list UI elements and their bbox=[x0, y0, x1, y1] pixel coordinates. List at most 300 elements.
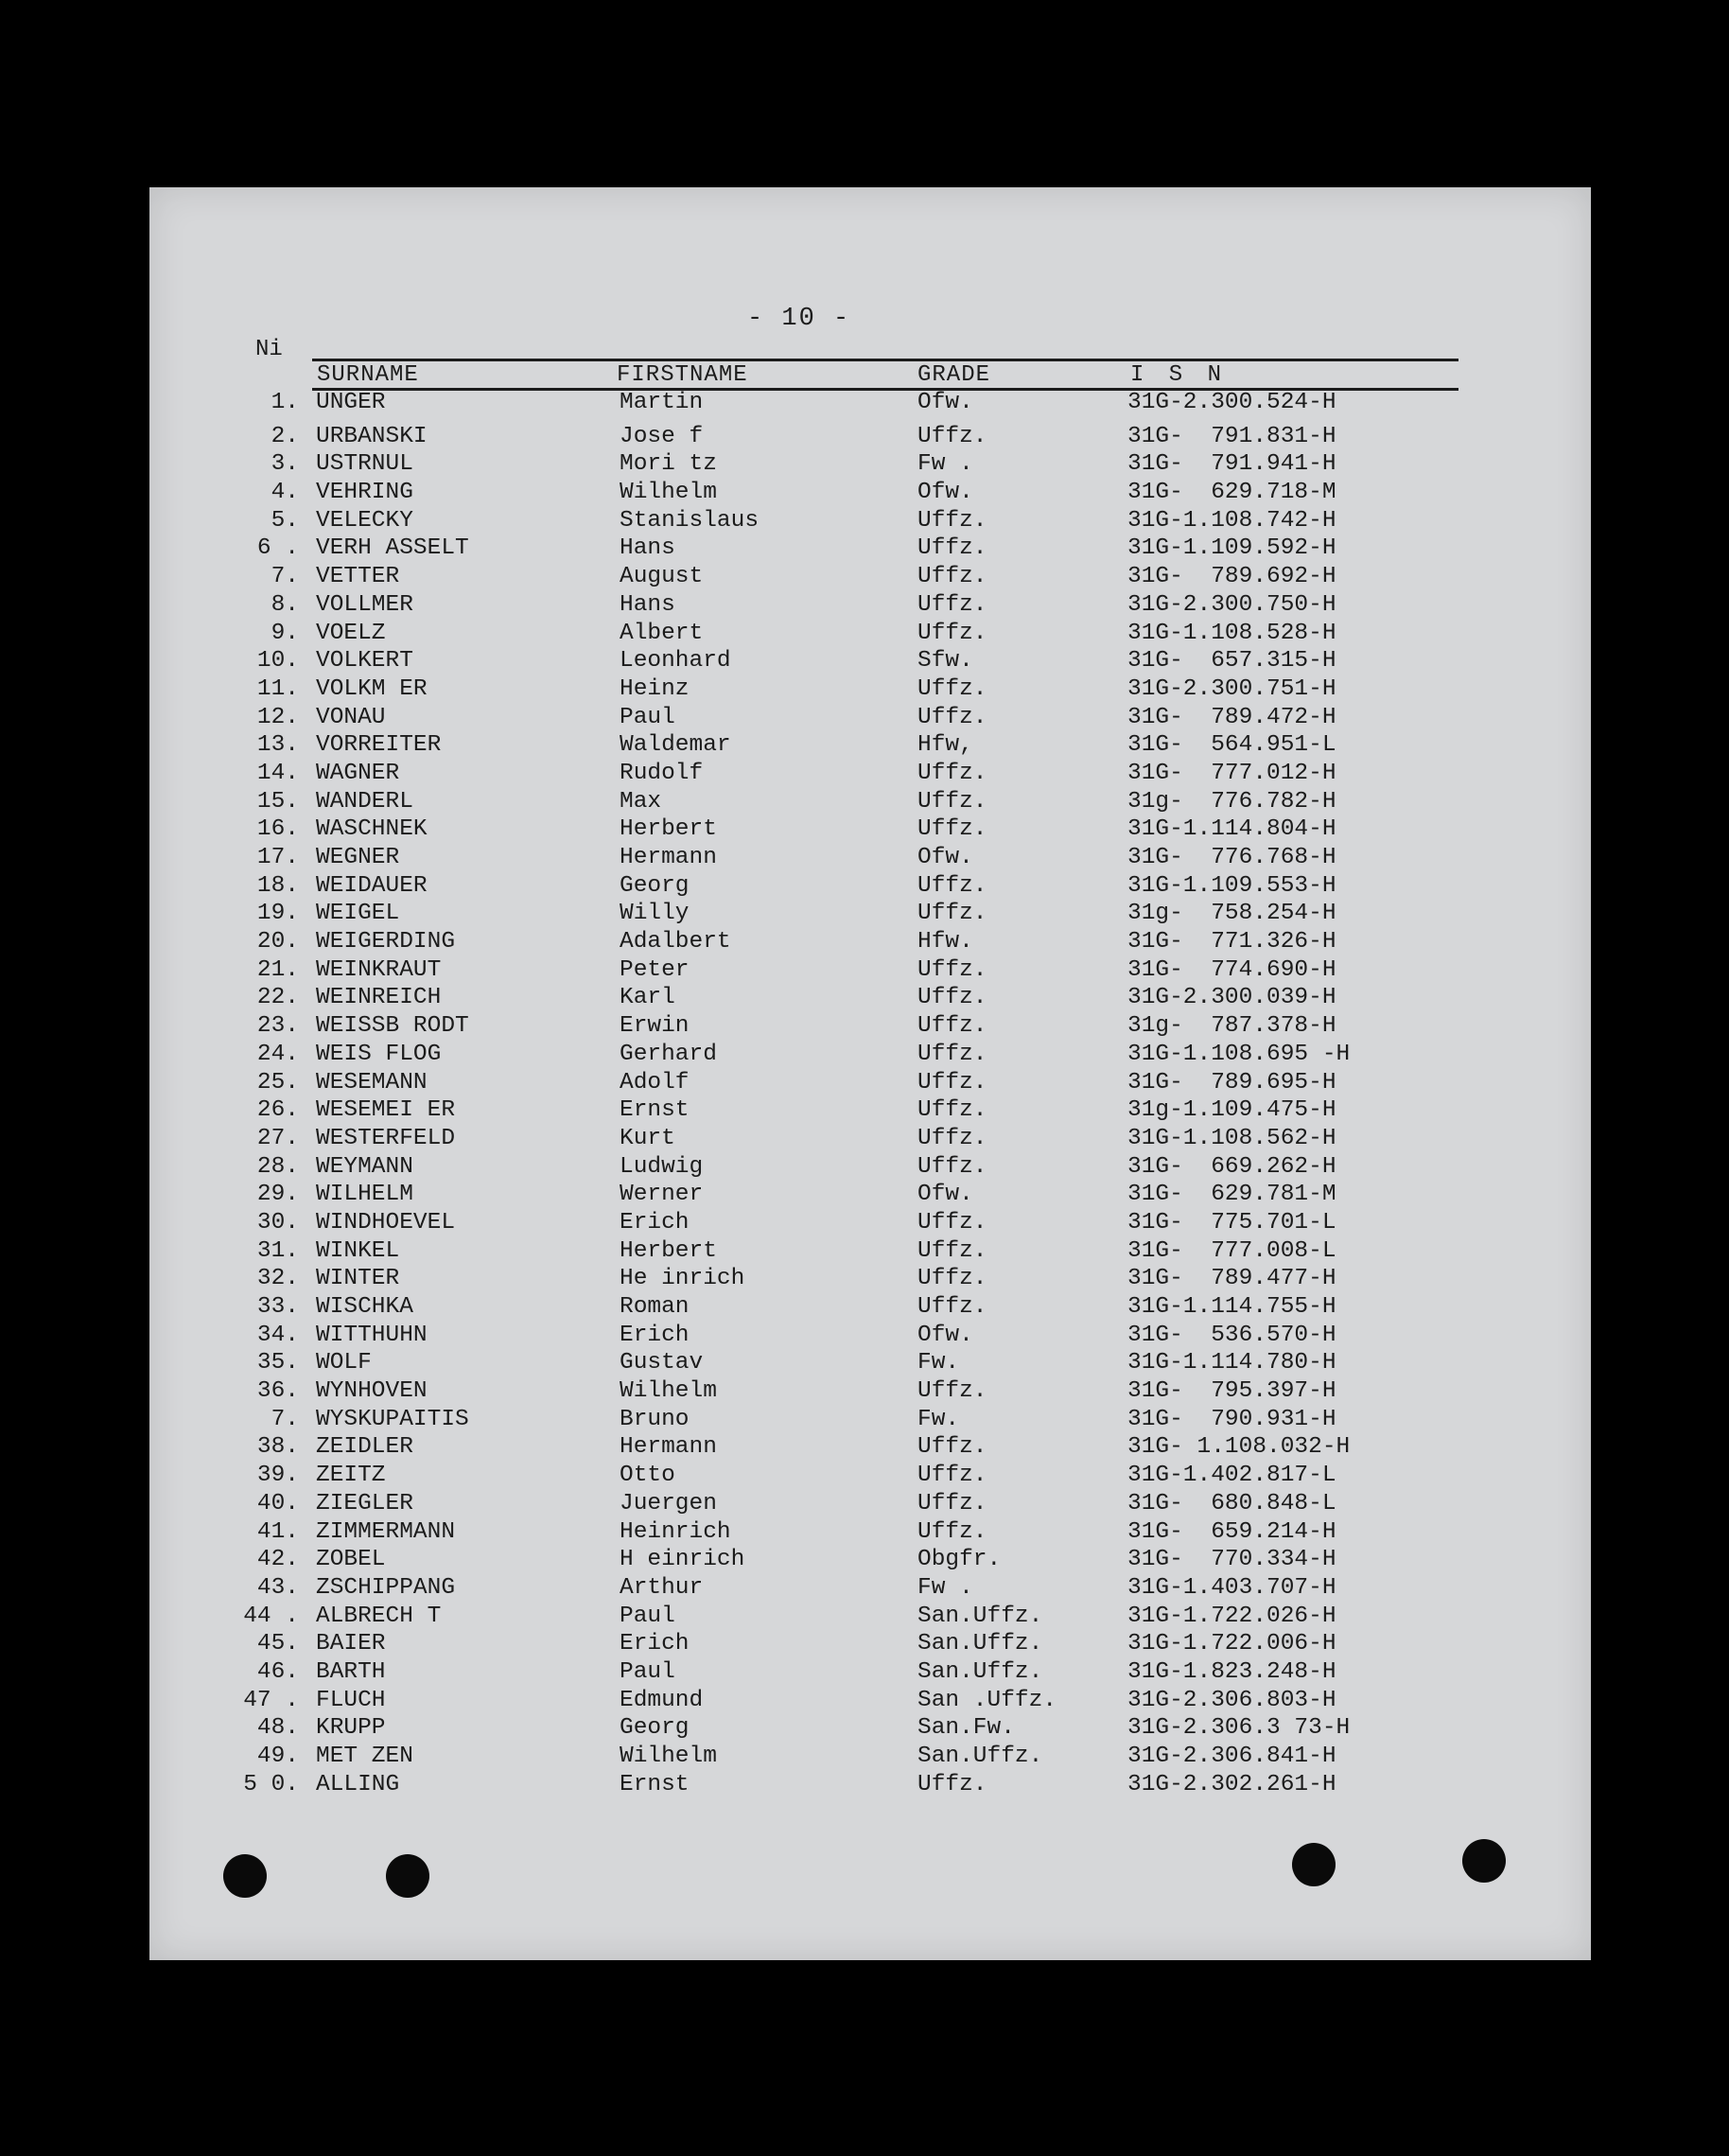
row-isn: 31G-1.108.742-H bbox=[1127, 507, 1336, 534]
row-firstname: He inrich bbox=[620, 1266, 745, 1292]
row-grade: Fw . bbox=[917, 1574, 973, 1601]
row-isn: 31G-1.114.755-H bbox=[1127, 1294, 1336, 1320]
row-isn: 31G-1.722.026-H bbox=[1127, 1603, 1336, 1629]
row-number: 39. bbox=[256, 1463, 299, 1489]
row-isn: 31G- 659.214-H bbox=[1127, 1518, 1336, 1545]
punch-hole bbox=[1462, 1839, 1506, 1883]
row-isn: 31G- 564.951-L bbox=[1127, 732, 1336, 759]
row-number: 24. bbox=[256, 1041, 299, 1067]
row-number: 18. bbox=[256, 872, 299, 899]
row-surname: VETTER bbox=[316, 564, 400, 590]
row-firstname: Willy bbox=[620, 901, 690, 927]
row-isn: 31G- 789.477-H bbox=[1127, 1266, 1336, 1292]
row-surname: WANDERL bbox=[316, 788, 413, 815]
row-number: 4. bbox=[271, 480, 299, 506]
row-grade: Uffz. bbox=[917, 1237, 987, 1264]
row-number: 44 . bbox=[243, 1603, 299, 1629]
table-row bbox=[0, 1378, 1729, 1407]
row-number: 48. bbox=[256, 1715, 299, 1742]
row-grade: Uffz. bbox=[917, 872, 987, 899]
row-firstname: Jose f bbox=[620, 423, 704, 449]
table-row bbox=[0, 676, 1729, 705]
table-row bbox=[0, 535, 1729, 564]
row-grade: Uffz. bbox=[917, 423, 987, 449]
row-grade: San.Uffz. bbox=[917, 1603, 1043, 1629]
row-grade: San.Uffz. bbox=[917, 1631, 1043, 1657]
row-isn: 31G-2.306.803-H bbox=[1127, 1687, 1336, 1713]
row-isn: 31g- 787.378-H bbox=[1127, 1013, 1336, 1040]
row-surname: USTRNUL bbox=[316, 451, 413, 478]
row-grade: Uffz. bbox=[917, 1069, 987, 1096]
table-row bbox=[0, 1042, 1729, 1070]
row-number: 14. bbox=[256, 760, 299, 786]
row-surname: VOELZ bbox=[316, 620, 386, 646]
row-firstname: Martin bbox=[620, 390, 704, 415]
row-number: 3. bbox=[271, 451, 299, 478]
row-surname: ZSCHIPPANG bbox=[316, 1574, 456, 1601]
row-grade: San.Uffz. bbox=[917, 1658, 1043, 1685]
row-firstname: Arthur bbox=[620, 1574, 704, 1601]
row-grade: Fw. bbox=[917, 1350, 960, 1376]
row-grade: Uffz. bbox=[917, 788, 987, 815]
row-isn: 31G-1.403.707-H bbox=[1127, 1574, 1336, 1601]
row-isn: 31G- 777.012-H bbox=[1127, 760, 1336, 786]
row-grade: Uffz. bbox=[917, 760, 987, 786]
row-grade: Uffz. bbox=[917, 1013, 987, 1040]
row-surname: WEIS FLOG bbox=[316, 1041, 442, 1067]
table-row bbox=[0, 424, 1729, 452]
table-row bbox=[0, 901, 1729, 929]
row-surname: WESTERFELD bbox=[316, 1125, 456, 1151]
row-number: 32. bbox=[256, 1266, 299, 1292]
row-surname: ZEIDLER bbox=[316, 1434, 413, 1461]
row-number: 7. bbox=[271, 1406, 299, 1432]
header-rule-top bbox=[312, 359, 1458, 361]
column-header-isn: I S N bbox=[1130, 362, 1228, 388]
row-number: 30. bbox=[256, 1209, 299, 1236]
row-grade: Ofw. bbox=[917, 390, 973, 415]
row-firstname: Wilhelm bbox=[620, 1744, 717, 1769]
row-isn: 31G-1.402.817-L bbox=[1127, 1463, 1336, 1489]
row-isn: 31G-2.306.841-H bbox=[1127, 1744, 1336, 1769]
row-grade: Uffz. bbox=[917, 591, 987, 618]
row-number: 36. bbox=[256, 1378, 299, 1405]
row-isn: 31G-1.109.592-H bbox=[1127, 535, 1336, 562]
table-row bbox=[0, 929, 1729, 957]
row-firstname: Hermann bbox=[620, 845, 717, 870]
row-number: 23. bbox=[256, 1013, 299, 1040]
row-isn: 31G- 657.315-H bbox=[1127, 648, 1336, 675]
table-row bbox=[0, 1154, 1729, 1183]
row-number: 47 . bbox=[243, 1687, 299, 1713]
row-firstname: Paul bbox=[620, 1603, 675, 1629]
table-row bbox=[0, 451, 1729, 480]
row-surname: WEINREICH bbox=[316, 985, 442, 1011]
row-number: 42. bbox=[256, 1547, 299, 1573]
row-surname: WOLF bbox=[316, 1350, 372, 1376]
row-firstname: Heinrich bbox=[620, 1518, 731, 1545]
row-isn: 31G-2.300.524-H bbox=[1127, 390, 1336, 415]
row-number: 17. bbox=[256, 845, 299, 870]
row-number: 6 . bbox=[256, 535, 299, 562]
table-row bbox=[0, 816, 1729, 845]
table-row bbox=[0, 1604, 1729, 1632]
row-number: 35. bbox=[256, 1350, 299, 1376]
row-surname: WAGNER bbox=[316, 760, 400, 786]
row-number: 28. bbox=[256, 1153, 299, 1180]
row-isn: 31G- 771.326-H bbox=[1127, 929, 1336, 955]
table-row bbox=[0, 480, 1729, 508]
table-row bbox=[0, 1294, 1729, 1323]
table-row bbox=[0, 621, 1729, 649]
table-row bbox=[0, 1182, 1729, 1210]
row-isn: 31g-1.109.475-H bbox=[1127, 1097, 1336, 1124]
column-header-grade: GRADE bbox=[917, 362, 991, 388]
row-grade: Ofw. bbox=[917, 845, 973, 870]
row-firstname: Paul bbox=[620, 704, 675, 730]
table-row bbox=[0, 592, 1729, 621]
row-isn: 31G- 776.768-H bbox=[1127, 845, 1336, 870]
row-firstname: Erich bbox=[620, 1322, 690, 1348]
row-firstname: Hans bbox=[620, 535, 675, 562]
row-surname: WYNHOVEN bbox=[316, 1378, 428, 1405]
row-surname: WESEMEI ER bbox=[316, 1097, 456, 1124]
row-surname: WEISSB RODT bbox=[316, 1013, 469, 1040]
table-row bbox=[0, 1519, 1729, 1548]
table-row bbox=[0, 1491, 1729, 1519]
row-firstname: Georg bbox=[620, 872, 690, 899]
row-surname: ZEITZ bbox=[316, 1463, 386, 1489]
row-number: 19. bbox=[256, 901, 299, 927]
row-grade: Uffz. bbox=[917, 816, 987, 843]
row-firstname: Roman bbox=[620, 1294, 690, 1320]
row-number: 16. bbox=[256, 816, 299, 843]
row-grade: Uffz. bbox=[917, 1266, 987, 1292]
row-number: 10. bbox=[256, 648, 299, 675]
row-surname: WINDHOEVEL bbox=[316, 1209, 456, 1236]
row-surname: WEGNER bbox=[316, 845, 400, 870]
row-isn: 31G-1.108.528-H bbox=[1127, 620, 1336, 646]
row-grade: Ofw. bbox=[917, 480, 973, 506]
row-surname: VOLKERT bbox=[316, 648, 413, 675]
row-isn: 31G- 790.931-H bbox=[1127, 1406, 1336, 1432]
row-surname: VERH ASSELT bbox=[316, 535, 469, 562]
row-firstname: Georg bbox=[620, 1715, 690, 1742]
row-number: 8. bbox=[271, 591, 299, 618]
row-number: 25. bbox=[256, 1069, 299, 1096]
row-grade: Uffz. bbox=[917, 956, 987, 983]
row-firstname: Max bbox=[620, 788, 662, 815]
row-firstname: Gustav bbox=[620, 1350, 704, 1376]
row-grade: Uffz. bbox=[917, 564, 987, 590]
row-number: 20. bbox=[256, 929, 299, 955]
row-grade: Sfw. bbox=[917, 648, 973, 675]
table-row bbox=[0, 1350, 1729, 1378]
row-surname: WYSKUPAITIS bbox=[316, 1406, 469, 1432]
row-grade: Uffz. bbox=[917, 675, 987, 702]
row-surname: URBANSKI bbox=[316, 423, 428, 449]
row-isn: 31G-2.300.039-H bbox=[1127, 985, 1336, 1011]
table-row bbox=[0, 705, 1729, 733]
row-firstname: Edmund bbox=[620, 1687, 704, 1713]
table-row bbox=[0, 985, 1729, 1013]
row-grade: Uffz. bbox=[917, 901, 987, 927]
row-surname: VORREITER bbox=[316, 732, 442, 759]
row-firstname: Erich bbox=[620, 1631, 690, 1657]
row-number: 11. bbox=[256, 675, 299, 702]
row-grade: Uffz. bbox=[917, 1125, 987, 1151]
table-row bbox=[0, 761, 1729, 789]
row-firstname: August bbox=[620, 564, 704, 590]
row-firstname: Hermann bbox=[620, 1434, 717, 1461]
row-isn: 31G-1.114.804-H bbox=[1127, 816, 1336, 843]
row-grade: Uffz. bbox=[917, 1378, 987, 1405]
row-grade: San.Uffz. bbox=[917, 1744, 1043, 1769]
row-number: 15. bbox=[256, 788, 299, 815]
row-surname: WILHELM bbox=[316, 1182, 413, 1208]
row-number: 31. bbox=[256, 1237, 299, 1264]
table-row bbox=[0, 1772, 1729, 1800]
row-firstname: H einrich bbox=[620, 1547, 745, 1573]
row-isn: 31G- 680.848-L bbox=[1127, 1490, 1336, 1516]
row-isn: 31G-1.114.780-H bbox=[1127, 1350, 1336, 1376]
row-grade: Ofw. bbox=[917, 1322, 973, 1348]
row-surname: WEINKRAUT bbox=[316, 956, 442, 983]
row-isn: 31G-2.306.3 73-H bbox=[1127, 1715, 1351, 1742]
row-firstname: Paul bbox=[620, 1658, 675, 1685]
row-firstname: Rudolf bbox=[620, 760, 704, 786]
table-row bbox=[0, 1407, 1729, 1435]
row-grade: Uffz. bbox=[917, 1209, 987, 1236]
row-surname: FLUCH bbox=[316, 1687, 386, 1713]
row-firstname: Leonhard bbox=[620, 648, 731, 675]
row-firstname: Otto bbox=[620, 1463, 675, 1489]
row-number: 41. bbox=[256, 1518, 299, 1545]
row-grade: Uffz. bbox=[917, 985, 987, 1011]
row-firstname: Mori tz bbox=[620, 451, 717, 478]
table-row bbox=[0, 1238, 1729, 1267]
row-firstname: Adalbert bbox=[620, 929, 731, 955]
row-number: 22. bbox=[256, 985, 299, 1011]
table-row bbox=[0, 845, 1729, 873]
row-isn: 31G- 775.701-L bbox=[1127, 1209, 1336, 1236]
column-header-surname: SURNAME bbox=[317, 362, 419, 388]
table-row bbox=[0, 1547, 1729, 1575]
row-firstname: Ernst bbox=[620, 1771, 690, 1797]
row-grade: Uffz. bbox=[917, 1097, 987, 1124]
row-isn: 31G- 770.334-H bbox=[1127, 1547, 1336, 1573]
row-number: 5. bbox=[271, 507, 299, 534]
row-surname: WISCHKA bbox=[316, 1294, 413, 1320]
row-isn: 31G-2.300.750-H bbox=[1127, 591, 1336, 618]
table-row bbox=[0, 1097, 1729, 1126]
table-row bbox=[0, 957, 1729, 986]
row-isn: 31G-1.109.553-H bbox=[1127, 872, 1336, 899]
row-firstname: Wilhelm bbox=[620, 480, 717, 506]
row-number: 38. bbox=[256, 1434, 299, 1461]
row-firstname: Gerhard bbox=[620, 1041, 717, 1067]
row-firstname: Bruno bbox=[620, 1406, 690, 1432]
row-number: 49. bbox=[256, 1744, 299, 1769]
row-firstname: Herbert bbox=[620, 1237, 717, 1264]
row-isn: 31G-2.300.751-H bbox=[1127, 675, 1336, 702]
row-isn: 31G- 789.472-H bbox=[1127, 704, 1336, 730]
row-firstname: Albert bbox=[620, 620, 704, 646]
row-firstname: Wilhelm bbox=[620, 1378, 717, 1405]
row-firstname: Karl bbox=[620, 985, 675, 1011]
row-surname: ALBRECH T bbox=[316, 1603, 442, 1629]
table-row bbox=[0, 508, 1729, 536]
row-isn: 31G-2.302.261-H bbox=[1127, 1771, 1336, 1797]
row-surname: WASCHNEK bbox=[316, 816, 428, 843]
table-row bbox=[0, 564, 1729, 592]
row-firstname: Erwin bbox=[620, 1013, 690, 1040]
row-number: 46. bbox=[256, 1658, 299, 1685]
row-grade: Uffz. bbox=[917, 1463, 987, 1489]
row-number: 1. bbox=[271, 390, 299, 415]
row-firstname: Stanislaus bbox=[620, 507, 760, 534]
row-number: 29. bbox=[256, 1182, 299, 1208]
row-firstname: Ernst bbox=[620, 1097, 690, 1124]
row-firstname: Peter bbox=[620, 956, 690, 983]
row-surname: WITTHUHN bbox=[316, 1322, 428, 1348]
row-number: 12. bbox=[256, 704, 299, 730]
row-surname: WEIGERDING bbox=[316, 929, 456, 955]
punch-hole bbox=[1292, 1843, 1336, 1886]
row-firstname: Heinz bbox=[620, 675, 690, 702]
row-grade: Fw. bbox=[917, 1406, 960, 1432]
row-grade: Uffz. bbox=[917, 507, 987, 534]
row-number: 13. bbox=[256, 732, 299, 759]
row-isn: 31G- 629.718-M bbox=[1127, 480, 1336, 506]
row-number: 27. bbox=[256, 1125, 299, 1151]
row-grade: Ofw. bbox=[917, 1182, 973, 1208]
row-surname: BAIER bbox=[316, 1631, 386, 1657]
table-row bbox=[0, 1688, 1729, 1716]
row-firstname: Hans bbox=[620, 591, 675, 618]
row-surname: ZIMMERMANN bbox=[316, 1518, 456, 1545]
table-row bbox=[0, 1631, 1729, 1659]
row-isn: 31G- 1.108.032-H bbox=[1127, 1434, 1351, 1461]
row-grade: San .Uffz. bbox=[917, 1687, 1057, 1713]
row-surname: WINTER bbox=[316, 1266, 400, 1292]
row-grade: Obgfr. bbox=[917, 1547, 1002, 1573]
row-surname: VOLKM ER bbox=[316, 675, 428, 702]
row-number: 43. bbox=[256, 1574, 299, 1601]
row-firstname: Kurt bbox=[620, 1125, 675, 1151]
row-firstname: Waldemar bbox=[620, 732, 731, 759]
row-grade: Uffz. bbox=[917, 535, 987, 562]
row-number: 33. bbox=[256, 1294, 299, 1320]
row-firstname: Erich bbox=[620, 1209, 690, 1236]
row-isn: 31G-1.722.006-H bbox=[1127, 1631, 1336, 1657]
punch-hole bbox=[223, 1854, 267, 1898]
page-number: - 10 - bbox=[747, 305, 851, 333]
column-header-firstname: FIRSTNAME bbox=[617, 362, 748, 388]
row-number: 34. bbox=[256, 1322, 299, 1348]
row-surname: VONAU bbox=[316, 704, 386, 730]
table-row bbox=[0, 1210, 1729, 1238]
row-surname: VELECKY bbox=[316, 507, 413, 534]
row-isn: 31g- 776.782-H bbox=[1127, 788, 1336, 815]
row-firstname: Ludwig bbox=[620, 1153, 704, 1180]
row-number: 5 0. bbox=[243, 1771, 299, 1797]
row-surname: VOLLMER bbox=[316, 591, 413, 618]
row-surname: BARTH bbox=[316, 1658, 386, 1685]
row-firstname: Juergen bbox=[620, 1490, 717, 1516]
row-grade: Uffz. bbox=[917, 1490, 987, 1516]
row-surname: UNGER bbox=[316, 390, 386, 415]
row-grade: Uffz. bbox=[917, 1771, 987, 1797]
row-number: 40. bbox=[256, 1490, 299, 1516]
row-isn: 31G-1.108.695 -H bbox=[1127, 1041, 1351, 1067]
row-surname: MET ZEN bbox=[316, 1744, 413, 1769]
table-row bbox=[0, 390, 1729, 418]
row-grade: Uffz. bbox=[917, 1518, 987, 1545]
row-surname: WEIGEL bbox=[316, 901, 400, 927]
row-surname: ZIEGLER bbox=[316, 1490, 413, 1516]
row-surname: WEYMANN bbox=[316, 1153, 413, 1180]
row-grade: San.Fw. bbox=[917, 1715, 1015, 1742]
row-grade: Fw . bbox=[917, 451, 973, 478]
table-row bbox=[0, 1126, 1729, 1154]
row-isn: 31G- 789.695-H bbox=[1127, 1069, 1336, 1096]
row-grade: Uffz. bbox=[917, 1434, 987, 1461]
row-firstname: Werner bbox=[620, 1182, 704, 1208]
row-isn: 31G- 789.692-H bbox=[1127, 564, 1336, 590]
personnel-list bbox=[0, 390, 1729, 1799]
table-row bbox=[0, 1266, 1729, 1294]
table-row bbox=[0, 789, 1729, 817]
table-row bbox=[0, 732, 1729, 761]
row-surname: WEIDAUER bbox=[316, 872, 428, 899]
table-row bbox=[0, 1575, 1729, 1604]
row-number: 9. bbox=[271, 620, 299, 646]
table-row bbox=[0, 1434, 1729, 1463]
row-grade: Uffz. bbox=[917, 704, 987, 730]
row-isn: 31G- 629.781-M bbox=[1127, 1182, 1336, 1208]
row-surname: KRUPP bbox=[316, 1715, 386, 1742]
table-row bbox=[0, 1013, 1729, 1042]
page-prefix: Ni bbox=[255, 337, 283, 362]
row-grade: Uffz. bbox=[917, 1153, 987, 1180]
table-row bbox=[0, 1070, 1729, 1098]
row-surname: WINKEL bbox=[316, 1237, 400, 1264]
row-surname: ALLING bbox=[316, 1771, 400, 1797]
row-surname: ZOBEL bbox=[316, 1547, 386, 1573]
row-number: 21. bbox=[256, 956, 299, 983]
row-isn: 31G- 536.570-H bbox=[1127, 1322, 1336, 1348]
row-isn: 31G- 791.831-H bbox=[1127, 423, 1336, 449]
table-row bbox=[0, 1715, 1729, 1744]
row-isn: 31G-1.108.562-H bbox=[1127, 1125, 1336, 1151]
row-grade: Hfw, bbox=[917, 732, 973, 759]
row-isn: 31G-1.823.248-H bbox=[1127, 1658, 1336, 1685]
row-grade: Uffz. bbox=[917, 1041, 987, 1067]
row-number: 26. bbox=[256, 1097, 299, 1124]
row-surname: WESEMANN bbox=[316, 1069, 428, 1096]
row-number: 45. bbox=[256, 1631, 299, 1657]
row-isn: 31G- 669.262-H bbox=[1127, 1153, 1336, 1180]
row-grade: Uffz. bbox=[917, 620, 987, 646]
row-firstname: Adolf bbox=[620, 1069, 690, 1096]
row-number: 2. bbox=[271, 423, 299, 449]
row-number: 7. bbox=[271, 564, 299, 590]
row-isn: 31g- 758.254-H bbox=[1127, 901, 1336, 927]
punch-hole bbox=[386, 1854, 429, 1898]
table-row bbox=[0, 1463, 1729, 1491]
table-row bbox=[0, 648, 1729, 676]
